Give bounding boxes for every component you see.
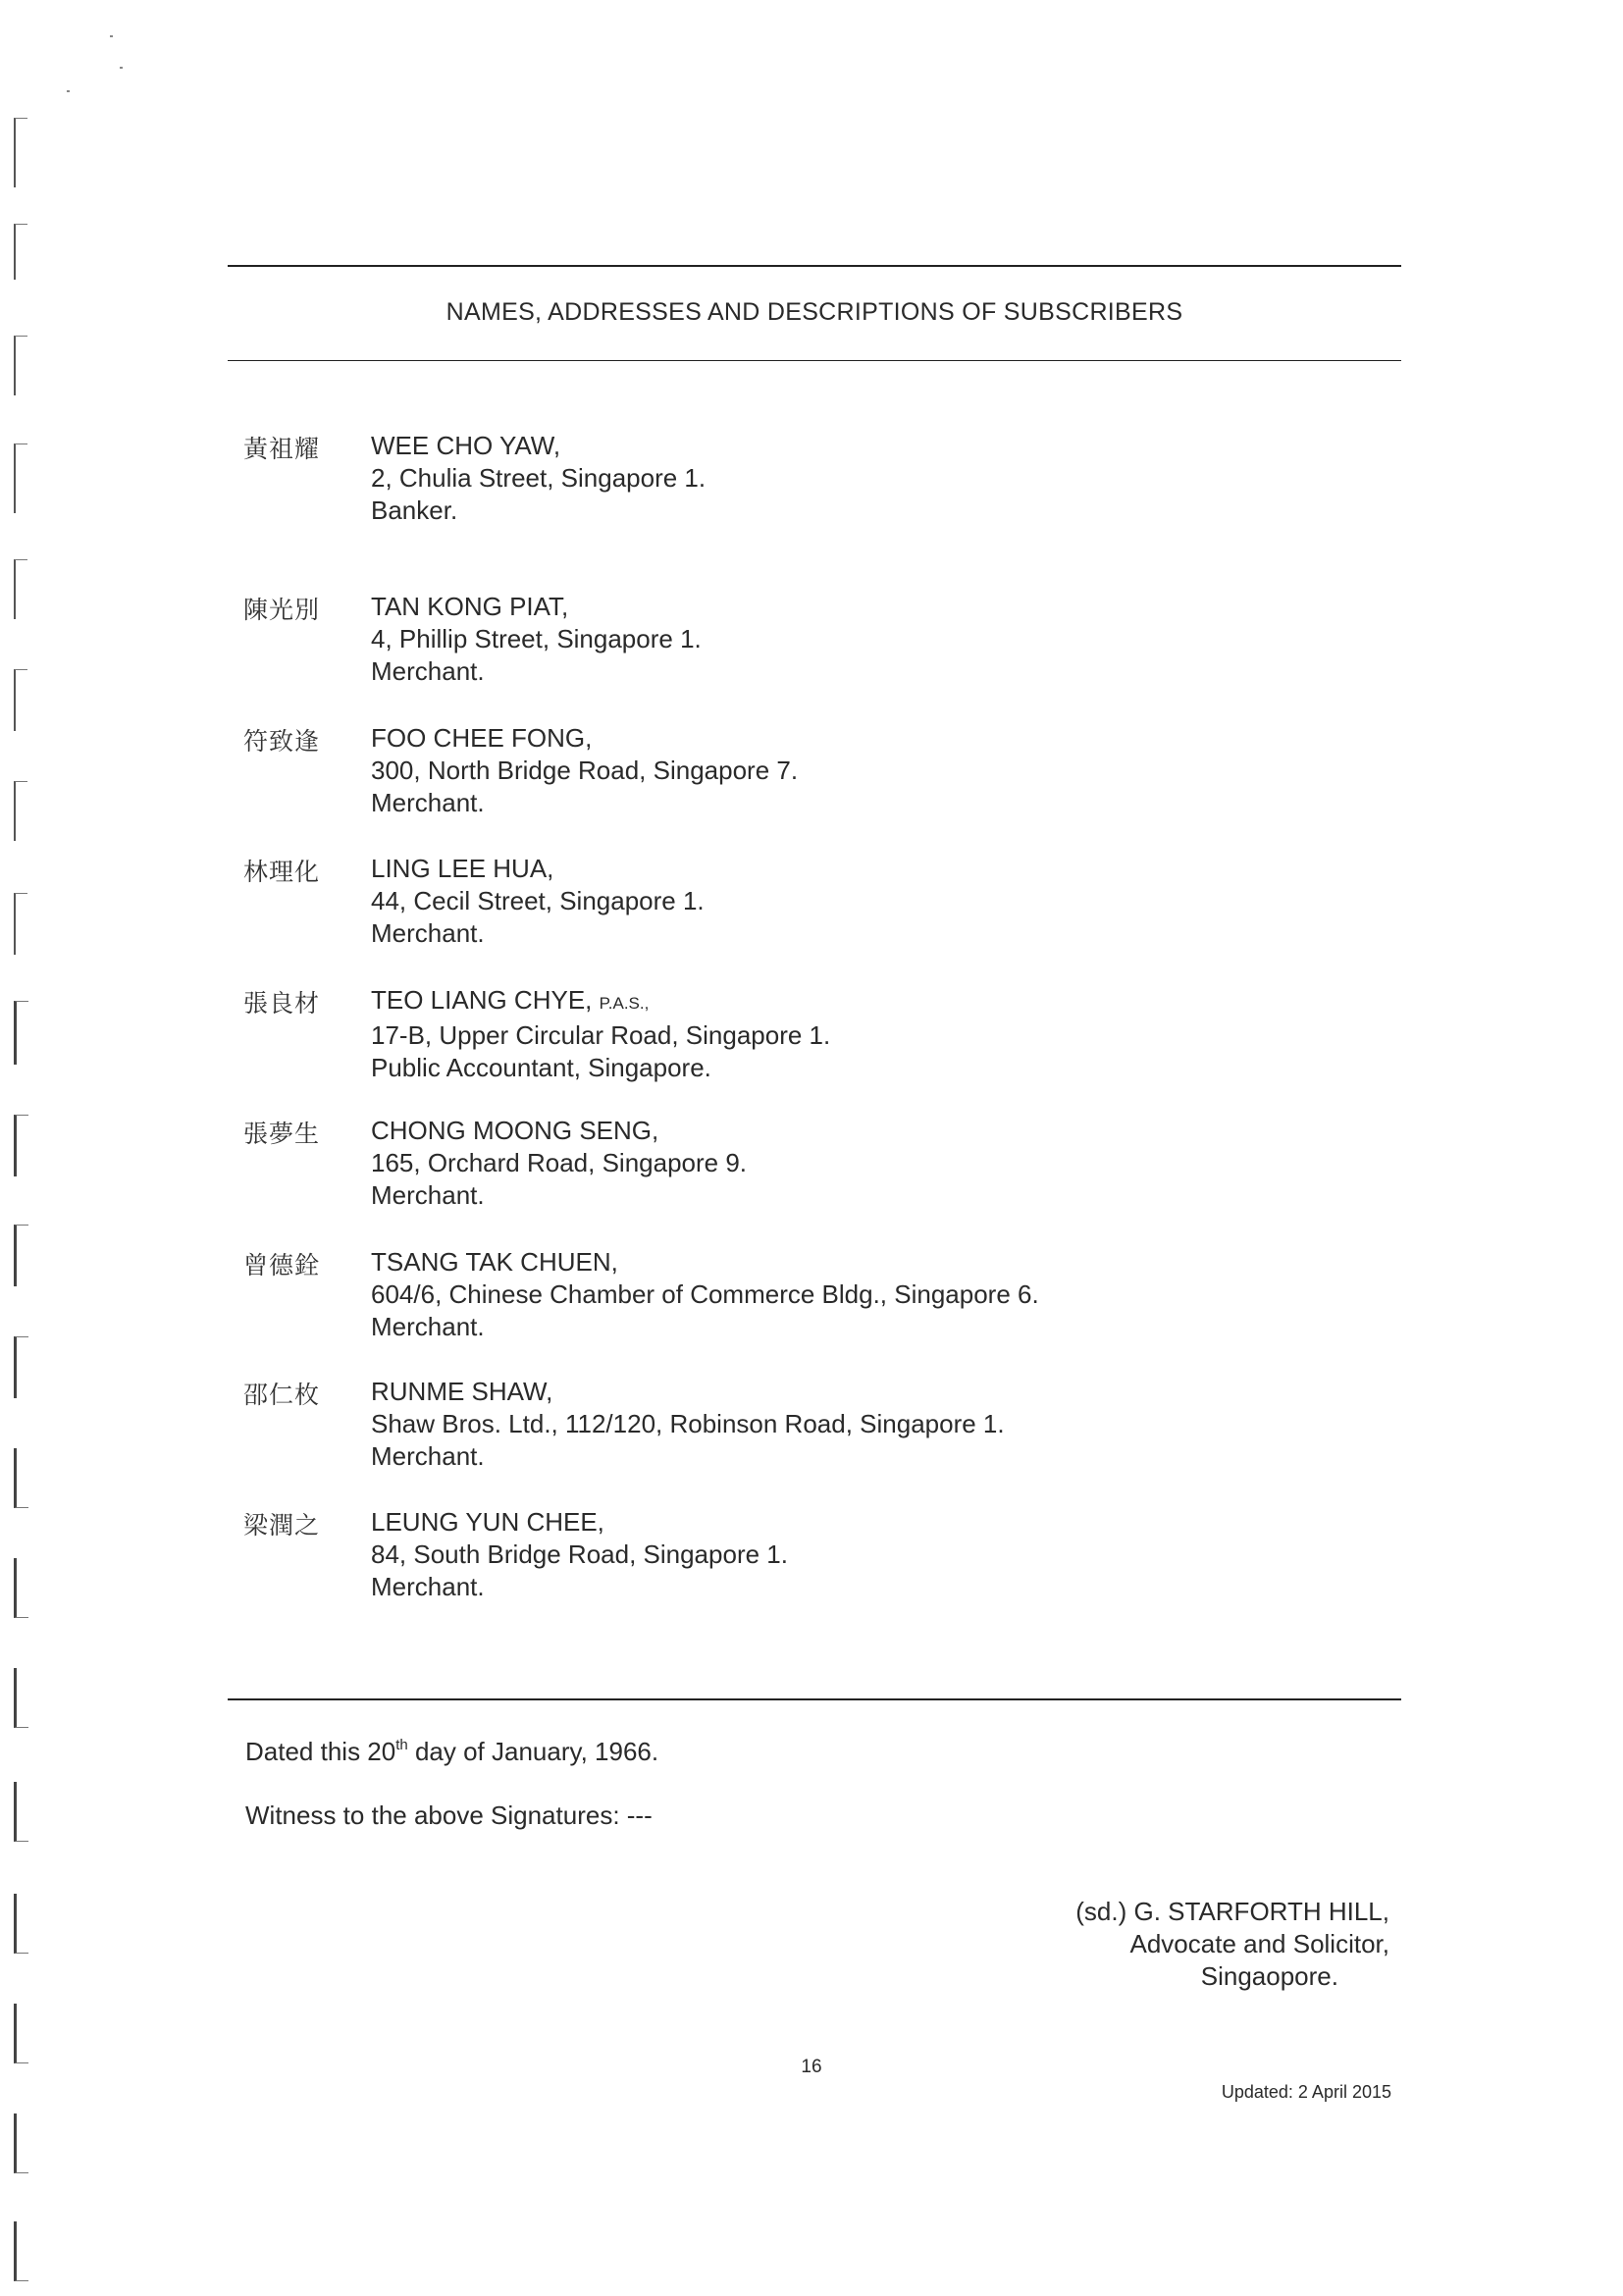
subscriber-description: Merchant. [371, 656, 485, 686]
signatory-title: Advocate and Solicitor, [1129, 1929, 1389, 1958]
subscriber-details [371, 984, 830, 1084]
subscriber-address: Shaw Bros. Ltd., 112/120, Robinson Road, Singapore 1. [371, 1409, 1005, 1438]
subscriber-description: Merchant. [371, 1180, 485, 1210]
chinese-name: 符致逢 [243, 727, 321, 756]
subscriber-details [371, 430, 706, 527]
subscriber-description: Merchant. [371, 918, 485, 948]
subscriber-address: 165, Orchard Road, Singapore 9. [371, 1148, 748, 1177]
signatory-location: Singaopore. [1200, 1961, 1338, 1991]
subscriber-address: 84, South Bridge Road, Singapore 1. [371, 1539, 788, 1569]
subscriber-details [371, 1376, 1005, 1473]
subscriber-name: CHONG MOONG SENG, [371, 1116, 659, 1145]
chinese-name: 林理化 [243, 858, 321, 886]
subscriber-address: 4, Phillip Street, Singapore 1. [371, 624, 702, 653]
chinese-name: 邵仁枚 [243, 1381, 321, 1409]
subscriber-address: 44, Cecil Street, Singapore 1. [371, 886, 705, 915]
subscriber-description: Banker. [371, 496, 458, 525]
section-heading: NAMES, ADDRESSES AND DESCRIPTIONS OF SUBSCRIBERS [445, 298, 1183, 326]
subscriber-name: WEE CHO YAW, [371, 431, 561, 460]
signature-block [977, 1896, 1389, 1993]
subscriber-name: LING LEE HUA, [371, 854, 554, 883]
subscriber-name: FOO CHEE FONG, [371, 723, 593, 753]
subscriber-description: Merchant. [371, 1572, 485, 1601]
heading-underline [228, 360, 1401, 361]
witness-line: Witness to the above Signatures: --- [245, 1800, 653, 1830]
subscriber-name: TAN KONG PIAT, [371, 592, 569, 621]
subscriber-description: Public Accountant, Singapore. [371, 1053, 711, 1082]
chinese-name: 曾德銓 [243, 1251, 321, 1279]
chinese-name: 黃祖耀 [243, 435, 321, 463]
binding-marks [0, 0, 59, 2296]
chinese-name: 陳光別 [243, 596, 321, 624]
page-number: 16 [801, 2057, 822, 2077]
date-line [245, 1737, 658, 1767]
signatory-name: (sd.) G. STARFORTH HILL, [1075, 1897, 1389, 1926]
date-prefix: Dated this 20 [245, 1737, 396, 1766]
top-rule [228, 265, 1401, 267]
subscriber-description: Merchant. [371, 788, 485, 817]
subscriber-details [371, 591, 702, 688]
subscriber-details [371, 853, 705, 950]
subscriber-details [371, 1246, 1039, 1343]
subscriber-description: Merchant. [371, 1441, 485, 1471]
subscriber-details [371, 1115, 747, 1212]
subscriber-description: Merchant. [371, 1312, 485, 1341]
subscriber-address: 17-B, Upper Circular Road, Singapore 1. [371, 1020, 831, 1050]
subscriber-name: TSANG TAK CHUEN, [371, 1247, 618, 1277]
subscriber-address: 2, Chulia Street, Singapore 1. [371, 463, 707, 493]
chinese-name: 梁潤之 [243, 1511, 321, 1539]
subscriber-details [371, 1506, 788, 1603]
subscriber-name: LEUNG YUN CHEE, [371, 1507, 604, 1537]
subscriber-address: 604/6, Chinese Chamber of Commerce Bldg., Singapore 6. [371, 1279, 1039, 1309]
subscriber-details [371, 722, 798, 819]
bottom-rule [228, 1698, 1401, 1700]
updated-date: Updated: 2 April 2015 [1221, 2082, 1391, 2102]
date-ordinal: th [395, 1737, 408, 1753]
name-suffix: P.A.S., [599, 994, 650, 1013]
chinese-name: 張良材 [243, 989, 321, 1018]
chinese-name: 張夢生 [243, 1120, 321, 1148]
subscriber-name-text: TEO LIANG CHYE, [371, 985, 593, 1015]
subscriber-address: 300, North Bridge Road, Singapore 7. [371, 756, 799, 785]
date-suffix: day of January, 1966. [407, 1737, 659, 1766]
subscriber-name [371, 984, 830, 1019]
subscriber-name: RUNME SHAW, [371, 1377, 553, 1406]
